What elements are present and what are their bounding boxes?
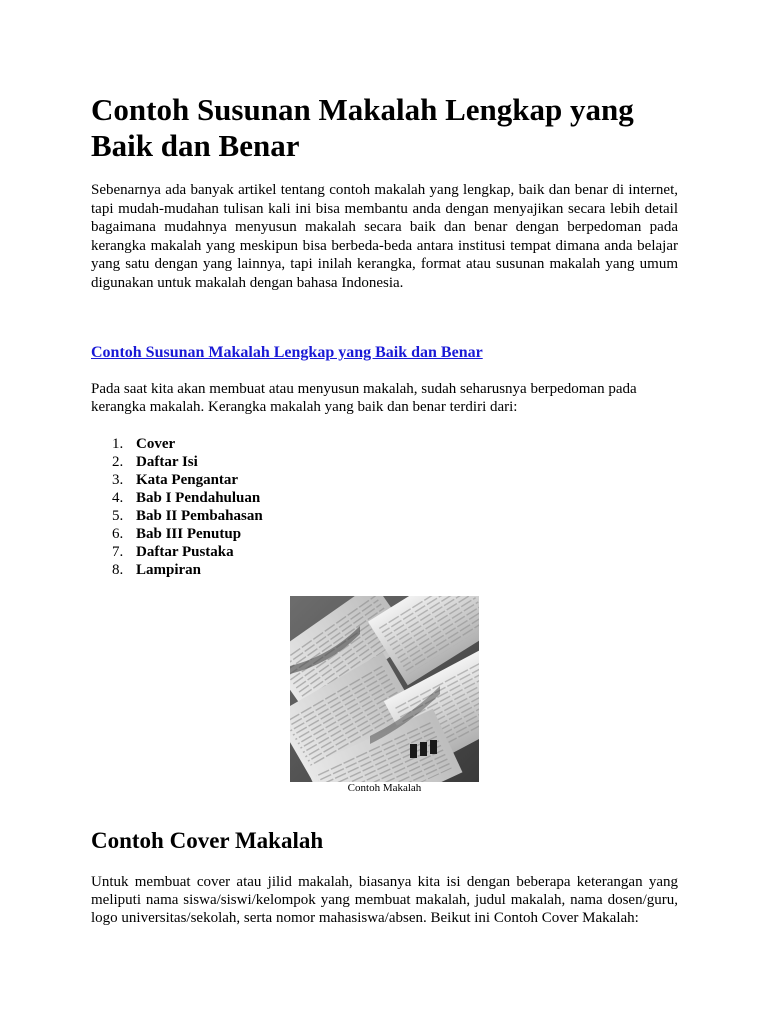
figure-caption: Contoh Makalah xyxy=(347,782,422,794)
papers-photo xyxy=(290,596,479,782)
list-item: 1. Cover xyxy=(112,436,176,452)
article-link[interactable]: Contoh Susunan Makalah Lengkap yang Baik dan Benar xyxy=(91,344,483,361)
section-paragraph: Untuk membuat cover atau jilid makalah, biasanya kita isi dengan beberapa keterangan yang meliputi nama siswa/siswi/kelompok yang membuat makalah, judul makalah, nama dosen/guru, logo universitas/sekolah, serta nomor mahasiswa/absen. Beikut ini Contoh Cover Makalah: xyxy=(91,874,678,926)
intro-paragraph: Sebenarnya ada banyak artikel tentang contoh makalah yang lengkap, baik dan benar di internet, tapi mudah-mudahan tulisan kali ini bisa membantu anda dengan menyajikan secara lebih detail bagaimana mudahnya menyusun makalah secara baik dan benar dengan berpedoman pada kerangka makalah yang meskipun bisa berbeda-beda antara institusi tempat dimana anda belajar yang satu dengan yang lainnya, tapi inilah kerangka, format atau susunan makalah yang umum digunakan untuk makalah dengan bahasa Indonesia. xyxy=(91,182,678,291)
list-item: 2. Daftar Isi xyxy=(112,454,198,470)
list-item: 6. Bab III Penutup xyxy=(112,526,242,542)
list-item: 8. Lampiran xyxy=(112,562,202,578)
outline-list xyxy=(91,435,678,579)
section-link-heading xyxy=(91,343,678,363)
list-item: 4. Bab I Pendahuluan xyxy=(112,490,261,506)
list-item: 3. Kata Pengantar xyxy=(112,472,239,488)
page-title: Contoh Susunan Makalah Lengkap yang Baik dan Benar xyxy=(91,92,634,163)
section-title: Contoh Cover Makalah xyxy=(91,828,324,853)
list-item: 5. Bab II Pembahasan xyxy=(112,508,263,524)
list-item: 7. Daftar Pustaka xyxy=(112,544,234,560)
outline-intro-paragraph: Pada saat kita akan membuat atau menyusun makalah, sudah seharusnya berpedoman pada kerangka makalah. Kerangka makalah yang baik dan benar terdiri dari: xyxy=(91,381,637,415)
